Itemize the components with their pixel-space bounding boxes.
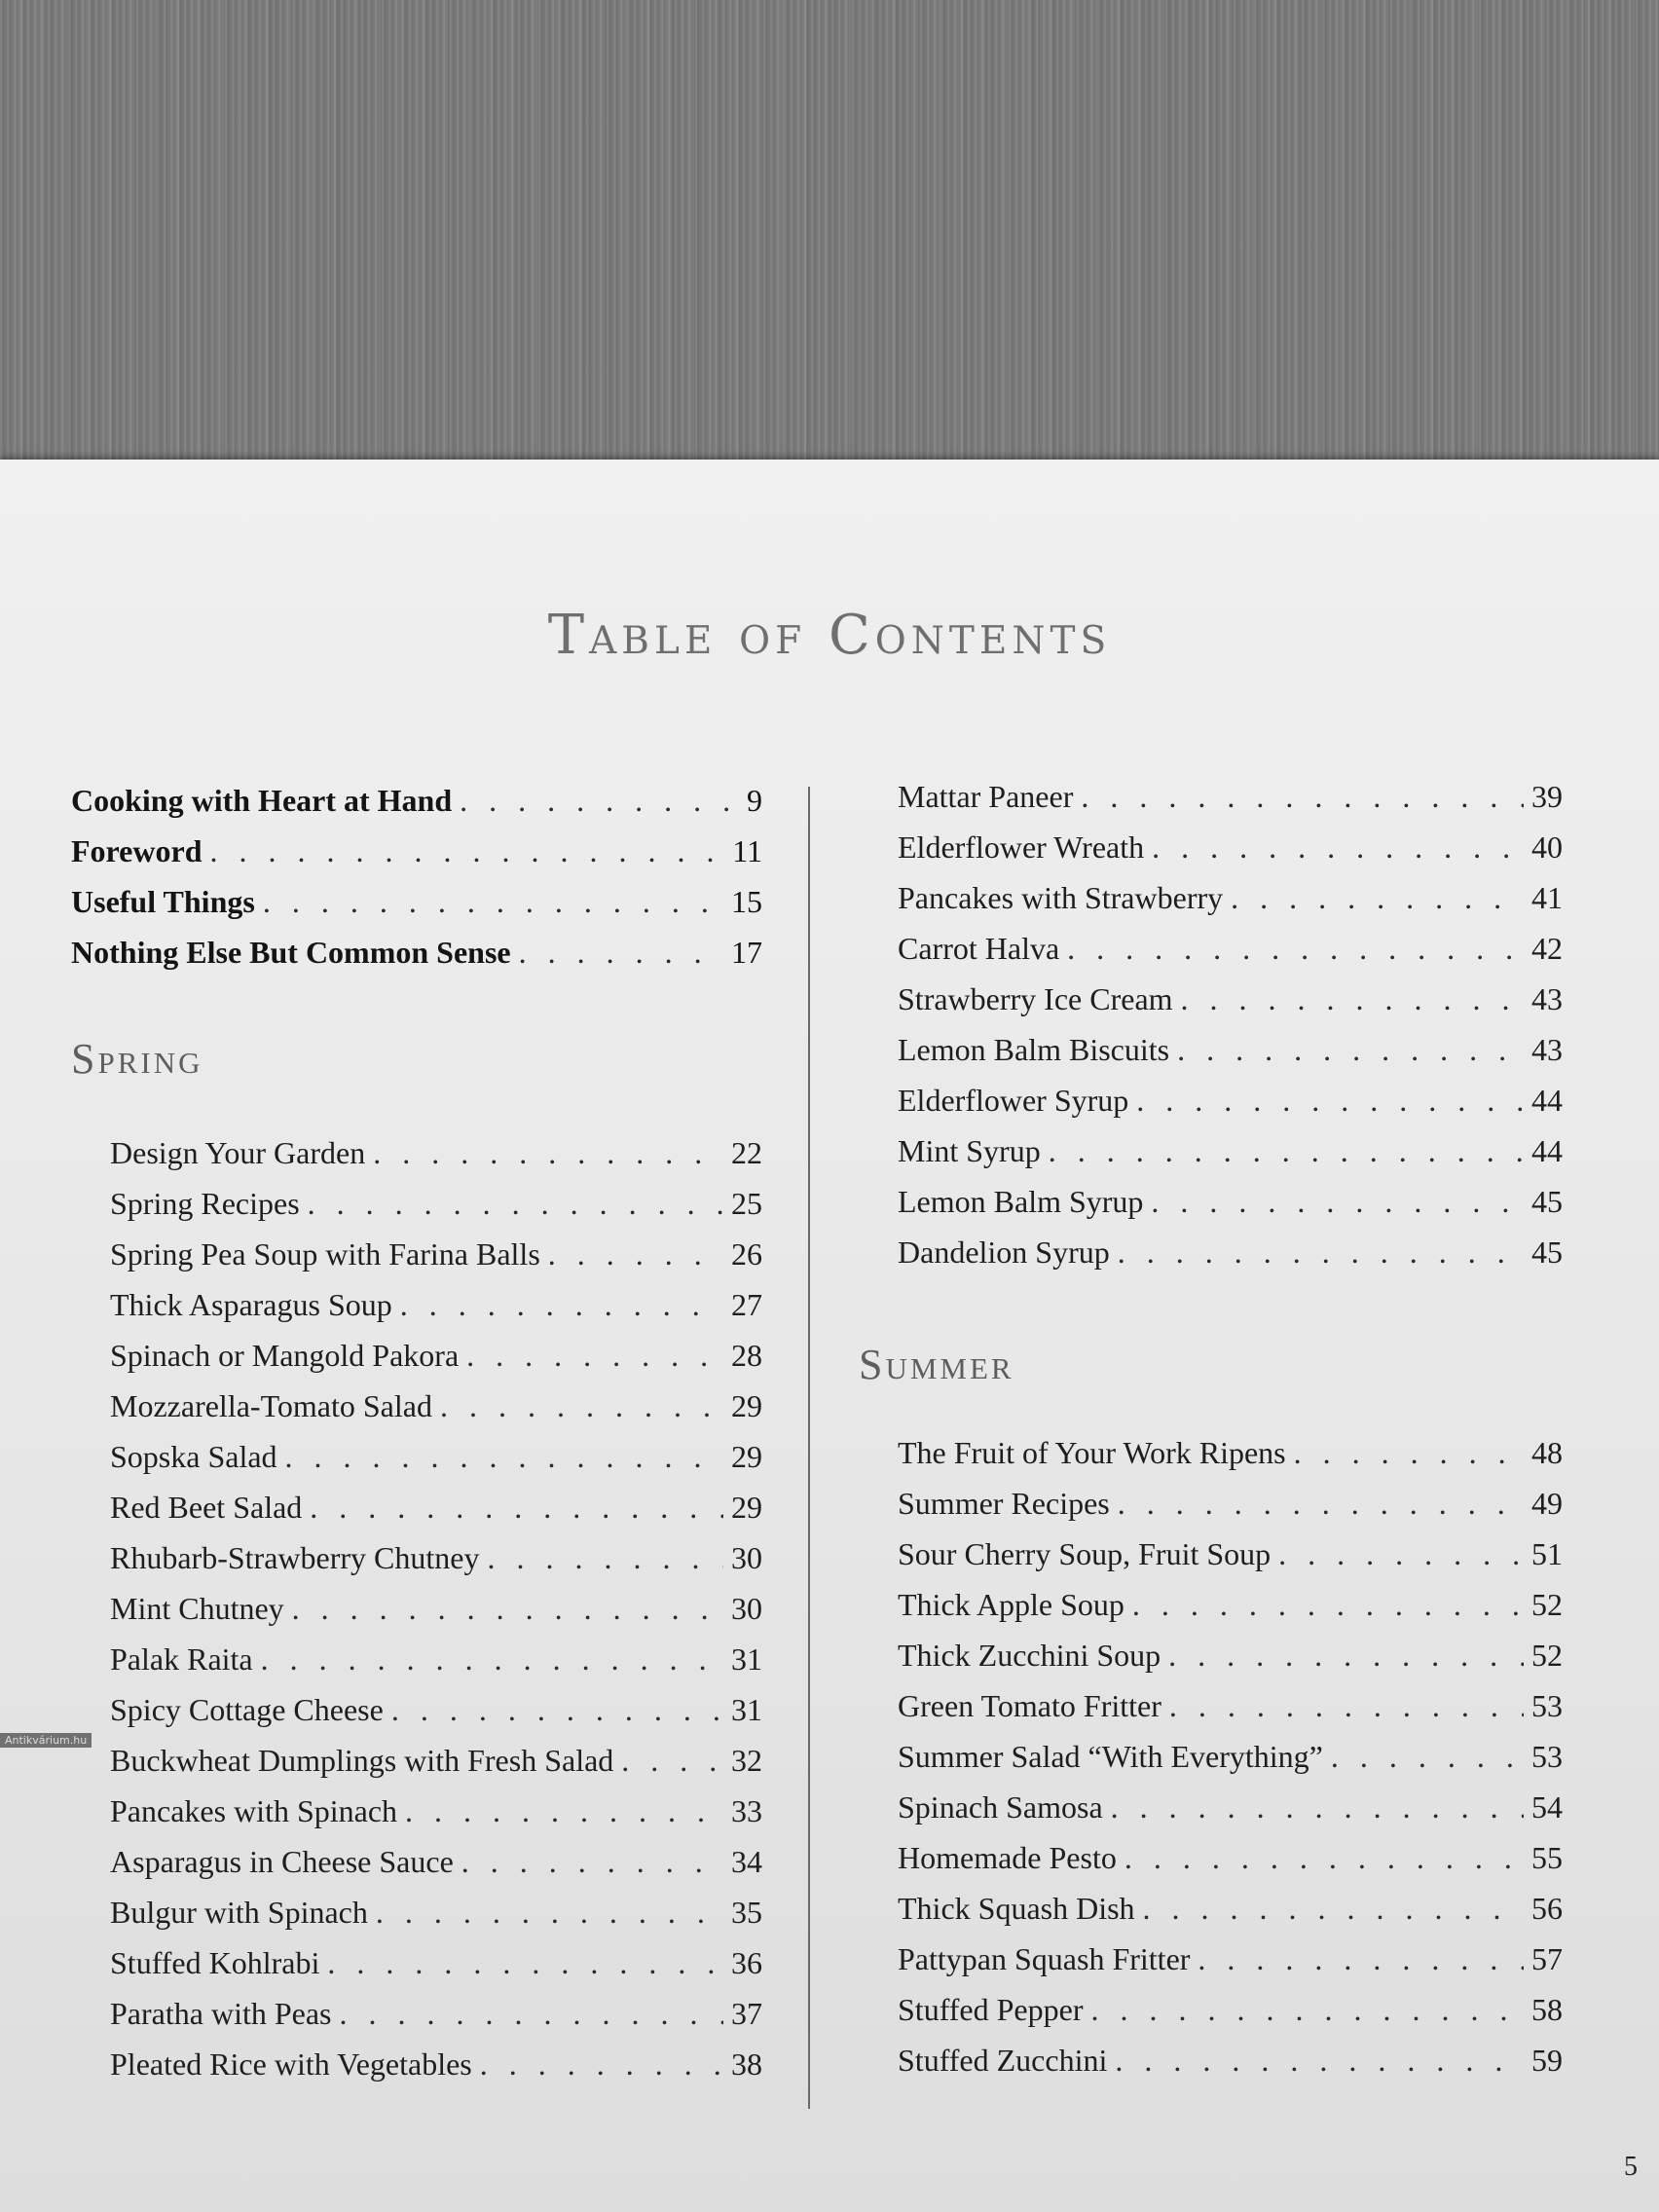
toc-entry-label: Stuffed Pepper (898, 1992, 1084, 2027)
toc-entry (110, 1988, 762, 2039)
dot-leader (1115, 2035, 1524, 2085)
dot-leader (621, 1735, 723, 1786)
toc-entry (110, 1583, 762, 1634)
toc-entry-label: Buckwheat Dumplings with Fresh Salad (110, 1743, 614, 1778)
toc-entry-label: Mint Chutney (110, 1591, 284, 1626)
dot-leader (405, 1786, 723, 1836)
toc-entry (110, 1684, 762, 1735)
dot-leader (1151, 1176, 1524, 1227)
toc-entry-page: 43 (1531, 981, 1563, 1016)
dot-leader (391, 1684, 723, 1735)
toc-entry-label: Mozzarella-Tomato Salad (110, 1388, 432, 1423)
toc-entry (110, 1786, 762, 1836)
dot-leader (487, 1532, 723, 1583)
toc-entry-page: 58 (1531, 1992, 1563, 2027)
toc-entry-label: Rhubarb-Strawberry Chutney (110, 1540, 480, 1575)
dot-leader (460, 775, 739, 826)
dot-leader (1169, 1680, 1524, 1731)
toc-entry-label: Mint Syrup (898, 1133, 1041, 1168)
toc-entry-page: 29 (731, 1388, 762, 1423)
toc-entry-label: Design Your Garden (110, 1135, 366, 1170)
toc-entry-label: Pancakes with Spinach (110, 1793, 398, 1828)
dot-leader (480, 2039, 723, 2089)
toc-entry-page: 39 (1531, 779, 1563, 814)
toc-entry (110, 1330, 762, 1381)
toc-entry-label: Lemon Balm Syrup (898, 1184, 1144, 1219)
toc-entry-label: Spicy Cottage Cheese (110, 1692, 384, 1727)
toc-entry-page: 26 (731, 1236, 762, 1272)
toc-entry-page: 34 (731, 1844, 762, 1879)
toc-entry-page: 57 (1531, 1941, 1563, 1976)
dot-leader (1136, 1075, 1524, 1125)
toc-entry-label: Thick Squash Dish (898, 1891, 1135, 1926)
toc-entry-page: 53 (1531, 1739, 1563, 1774)
toc-entry-label: Thick Zucchini Soup (898, 1638, 1161, 1673)
toc-entry (110, 1937, 762, 1988)
toc-entry-label: Useful Things (71, 884, 255, 919)
toc-entry (110, 1836, 762, 1887)
section-heading-spring: Spring (71, 1035, 203, 1083)
toc-entry (898, 1883, 1563, 1934)
toc-entry (110, 1532, 762, 1583)
dot-leader (1090, 1984, 1524, 2035)
toc-entry-page: 41 (1531, 880, 1563, 915)
dot-leader (1067, 923, 1524, 974)
toc-entry-page: 32 (731, 1743, 762, 1778)
column-divider (808, 787, 810, 2109)
toc-entry-page: 33 (731, 1793, 762, 1828)
toc-entry (898, 1984, 1563, 2035)
toc-entry-page: 31 (731, 1641, 762, 1677)
dot-leader (1124, 1832, 1524, 1883)
toc-entry-label: Thick Asparagus Soup (110, 1287, 392, 1322)
toc-entry (898, 974, 1563, 1024)
toc-entry (898, 1680, 1563, 1731)
dot-leader (519, 927, 723, 977)
dot-leader (1181, 974, 1524, 1024)
toc-entry (110, 1279, 762, 1330)
toc-entry-label: Sopska Salad (110, 1439, 277, 1474)
toc-entry-label: Stuffed Zucchini (898, 2043, 1108, 2078)
toc-entry-label: Summer Salad “With Everything” (898, 1739, 1323, 1774)
dot-leader (308, 1178, 723, 1229)
watermark: Antikvárium.hu (0, 1733, 92, 1748)
toc-entry-label: Spring Recipes (110, 1186, 300, 1221)
dot-leader (209, 826, 724, 876)
toc-entry (898, 1427, 1563, 1478)
toc-entry (110, 1229, 762, 1279)
toc-entry (898, 1176, 1563, 1227)
toc-entry-page: 40 (1531, 830, 1563, 865)
toc-entry-label: Nothing Else But Common Sense (71, 935, 511, 970)
toc-entry (898, 1630, 1563, 1680)
book-page (0, 460, 1659, 2212)
dot-leader (1143, 1883, 1524, 1934)
toc-entry (898, 1227, 1563, 1277)
toc-entry-page: 55 (1531, 1840, 1563, 1875)
toc-entry (898, 1934, 1563, 1984)
toc-entry-page: 44 (1531, 1133, 1563, 1168)
dot-leader (310, 1482, 723, 1532)
toc-entry-label: Pattypan Squash Fritter (898, 1941, 1191, 1976)
toc-entry (898, 1125, 1563, 1176)
toc-entry-page: 52 (1531, 1587, 1563, 1622)
toc-entry-page: 28 (731, 1338, 762, 1373)
toc-entry-page: 52 (1531, 1638, 1563, 1673)
dot-leader (1294, 1427, 1524, 1478)
toc-entry-page: 27 (731, 1287, 762, 1322)
toc-entry-page: 42 (1531, 931, 1563, 966)
dot-leader (263, 876, 723, 927)
toc-entry (898, 1579, 1563, 1630)
page-title: Table of Contents (547, 604, 1112, 667)
toc-entry-label: Foreword (71, 833, 203, 868)
dot-leader (466, 1330, 723, 1381)
toc-entry (898, 1832, 1563, 1883)
toc-entry (898, 1529, 1563, 1579)
toc-entry-label: Carrot Halva (898, 931, 1060, 966)
toc-entry (898, 1731, 1563, 1782)
toc-entry-page: 17 (731, 935, 762, 970)
toc-entry (110, 2039, 762, 2089)
toc-entry-page: 11 (732, 833, 762, 868)
toc-entry-page: 38 (731, 2046, 762, 2082)
toc-entry (898, 2035, 1563, 2085)
toc-entry-page: 25 (731, 1186, 762, 1221)
toc-entry-label: Elderflower Wreath (898, 830, 1145, 865)
toc-entry-label: The Fruit of Your Work Ripens (898, 1435, 1286, 1470)
toc-entry-label: Cooking with Heart at Hand (71, 783, 453, 818)
dot-leader (327, 1937, 723, 1988)
toc-entry-label: Bulgur with Spinach (110, 1895, 368, 1930)
page-number: 5 (1624, 2152, 1638, 2182)
toc-entry (898, 1782, 1563, 1832)
toc-entry-page: 54 (1531, 1789, 1563, 1825)
toc-entry-label: Spinach Samosa (898, 1789, 1103, 1825)
toc-entry (71, 775, 762, 826)
toc-entry-page: 9 (747, 783, 762, 818)
toc-entry-label: Asparagus in Cheese Sauce (110, 1844, 454, 1879)
toc-entry (110, 1178, 762, 1229)
dot-leader (461, 1836, 723, 1887)
toc-entry-label: Mattar Paneer (898, 779, 1074, 814)
toc-entry-label: Spring Pea Soup with Farina Balls (110, 1236, 540, 1272)
dot-leader (1111, 1782, 1524, 1832)
toc-entry (71, 876, 762, 927)
toc-entry-label: Dandelion Syrup (898, 1235, 1110, 1270)
toc-entry (898, 1478, 1563, 1529)
dot-leader (1331, 1731, 1524, 1782)
dot-leader (1118, 1478, 1524, 1529)
dot-leader (261, 1634, 723, 1684)
toc-entry (110, 1887, 762, 1937)
toc-entry (898, 1024, 1563, 1075)
dot-leader (1198, 1934, 1524, 1984)
toc-entry-page: 29 (731, 1490, 762, 1525)
toc-entry (898, 1075, 1563, 1125)
toc-entry (898, 872, 1563, 923)
toc-entry-page: 53 (1531, 1688, 1563, 1723)
toc-entry-label: Palak Raita (110, 1641, 253, 1677)
dot-leader (1049, 1125, 1524, 1176)
toc-entry-label: Green Tomato Fritter (898, 1688, 1161, 1723)
dot-leader (373, 1127, 723, 1178)
toc-entry-page: 45 (1531, 1184, 1563, 1219)
toc-entry-label: Spinach or Mangold Pakora (110, 1338, 460, 1373)
dot-leader (376, 1887, 723, 1937)
toc-entry (898, 771, 1563, 822)
toc-entry (71, 927, 762, 977)
toc-entry (110, 1381, 762, 1431)
toc-entry-page: 56 (1531, 1891, 1563, 1926)
wood-background (0, 0, 1659, 467)
toc-entry-label: Thick Apple Soup (898, 1587, 1124, 1622)
toc-entry (898, 822, 1563, 872)
toc-entry-page: 59 (1531, 2043, 1563, 2078)
toc-entry-page: 29 (731, 1439, 762, 1474)
dot-leader (1177, 1024, 1524, 1075)
toc-entry (898, 923, 1563, 974)
toc-entry-label: Elderflower Syrup (898, 1083, 1129, 1118)
toc-entry-page: 45 (1531, 1235, 1563, 1270)
dot-leader (1152, 822, 1524, 872)
toc-entry-label: Red Beet Salad (110, 1490, 303, 1525)
toc-entry-page: 49 (1531, 1486, 1563, 1521)
dot-leader (440, 1381, 723, 1431)
toc-entry (110, 1634, 762, 1684)
toc-entry-label: Pancakes with Strawberry (898, 880, 1224, 915)
dot-leader (1168, 1630, 1524, 1680)
toc-entry-label: Pleated Rice with Vegetables (110, 2046, 472, 2082)
toc-entry (110, 1735, 762, 1786)
toc-entry-page: 31 (731, 1692, 762, 1727)
toc-entry-page: 15 (731, 884, 762, 919)
toc-entry (71, 826, 762, 876)
toc-entry-page: 51 (1531, 1536, 1563, 1571)
section-heading-summer: Summer (859, 1341, 1014, 1388)
toc-entry-page: 30 (731, 1591, 762, 1626)
toc-entry-page: 43 (1531, 1032, 1563, 1067)
dot-leader (340, 1988, 724, 2039)
dot-leader (1278, 1529, 1524, 1579)
dot-leader (1231, 872, 1524, 923)
toc-entry-page: 36 (731, 1945, 762, 1980)
toc-entry-label: Stuffed Kohlrabi (110, 1945, 320, 1980)
toc-entry (110, 1482, 762, 1532)
toc-entry-label: Lemon Balm Biscuits (898, 1032, 1170, 1067)
dot-leader (285, 1431, 723, 1482)
dot-leader (1081, 771, 1524, 822)
toc-entry-label: Homemade Pesto (898, 1840, 1117, 1875)
dot-leader (1132, 1579, 1524, 1630)
toc-entry-label: Summer Recipes (898, 1486, 1110, 1521)
toc-entry-label: Sour Cherry Soup, Fruit Soup (898, 1536, 1272, 1571)
toc-entry-page: 44 (1531, 1083, 1563, 1118)
dot-leader (400, 1279, 723, 1330)
toc-entry (110, 1431, 762, 1482)
toc-entry-page: 37 (731, 1996, 762, 2031)
toc-entry-page: 30 (731, 1540, 762, 1575)
dot-leader (292, 1583, 723, 1634)
toc-entry-page: 22 (731, 1135, 762, 1170)
toc-entry-page: 35 (731, 1895, 762, 1930)
toc-entry-label: Strawberry Ice Cream (898, 981, 1173, 1016)
dot-leader (1118, 1227, 1524, 1277)
toc-entry (110, 1127, 762, 1178)
toc-entry-label: Paratha with Peas (110, 1996, 332, 2031)
dot-leader (548, 1229, 723, 1279)
toc-entry-page: 48 (1531, 1435, 1563, 1470)
